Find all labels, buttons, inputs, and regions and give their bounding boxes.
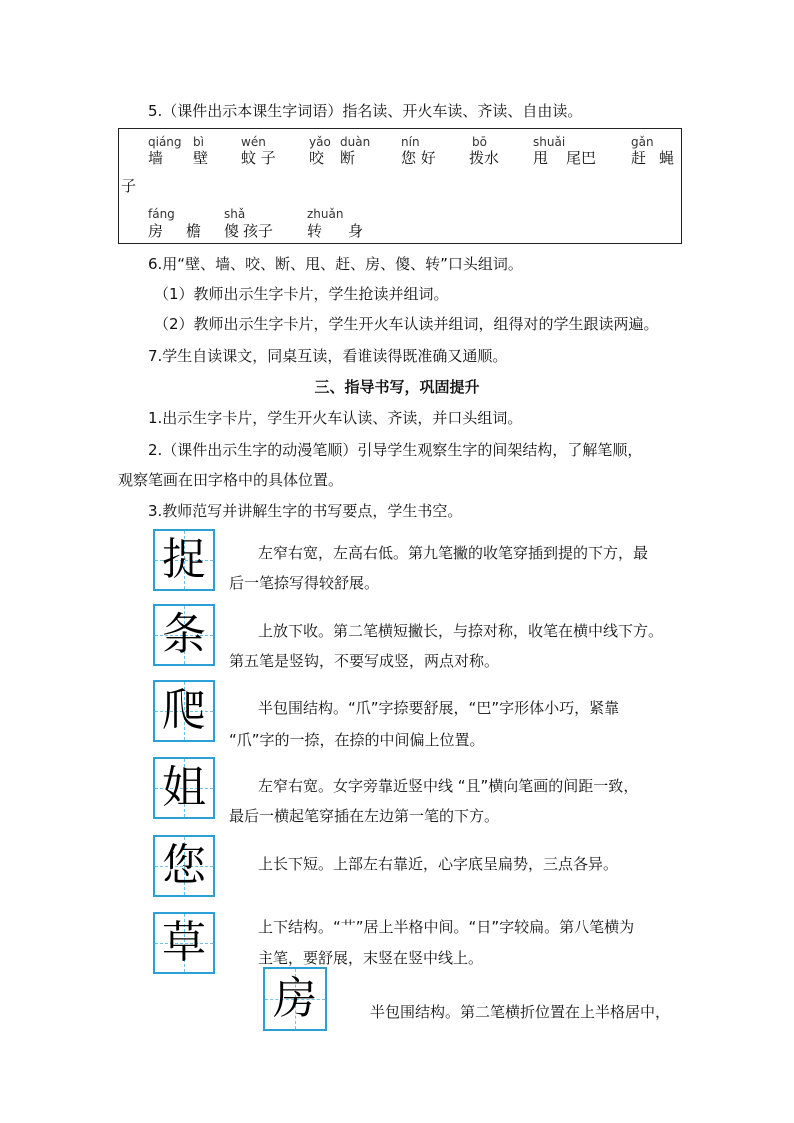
vocab-word: 孩子 bbox=[243, 222, 274, 240]
pinyin: duàn bbox=[340, 135, 371, 149]
vocab-word: 甩 bbox=[533, 149, 549, 167]
item-6: 6.用“壁、墙、咬、断、甩、赶、房、傻、转”口头组词。 bbox=[148, 255, 523, 273]
vocab-word: 拨水 bbox=[469, 149, 500, 167]
character: 姐 bbox=[162, 762, 206, 813]
character-note: 左窄右宽。女字旁靠近竖中线 “且”横向笔画的间距一致， bbox=[258, 777, 639, 795]
character-note: 半包围结构。“爪”字捺要舒展，“巴”字形体小巧，紧靠 bbox=[258, 699, 620, 717]
character-note: 上长下短。上部左右靠近，心字底呈扁势，三点各异。 bbox=[258, 855, 619, 873]
character-note: 第五笔是竖钩，不要写成竖，两点对称。 bbox=[229, 652, 500, 670]
pinyin: bō bbox=[472, 135, 487, 149]
vocab-word: 断 bbox=[340, 149, 356, 167]
item-5: 5.（课件出示本课生字词语）指名读、开火车读、齐读、自由读。 bbox=[148, 102, 583, 120]
tianzige-grid bbox=[153, 835, 215, 897]
vocab-word: 您 好 bbox=[401, 149, 436, 167]
section3-p2b: 观察笔画在田字格中的具体位置。 bbox=[118, 471, 344, 489]
section3-p2a: 2.（课件出示生字的动漫笔顺）引导学生观察生字的间架结构，了解笔顺， bbox=[148, 441, 643, 459]
section-heading: 三、指导书写，巩固提升 bbox=[314, 378, 480, 396]
tianzige-grid bbox=[153, 757, 215, 819]
vocab-word: 檐 bbox=[186, 222, 202, 240]
tianzige-grid bbox=[263, 967, 327, 1031]
vocab-word: 尾巴 bbox=[566, 149, 597, 167]
pinyin: yǎo bbox=[309, 135, 331, 149]
vocab-word: 身 bbox=[348, 222, 364, 240]
item-6-1: （1）教师出示生字卡片，学生抢读并组词。 bbox=[154, 285, 449, 303]
character-note: 上下结构。“艹”居上半格中间。“日”字较扁。第八笔横为 bbox=[258, 918, 635, 936]
section3-p1: 1.出示生字卡片，学生开火车认读、齐读，并口头组词。 bbox=[148, 409, 523, 427]
pinyin: gǎn bbox=[631, 135, 654, 149]
item-6-2: （2）教师出示生字卡片，学生开火车认读并组词，组得对的学生跟读两遍。 bbox=[154, 315, 659, 333]
pinyin: wén bbox=[241, 135, 266, 149]
character-note: 主笔，要舒展，末竖在竖中线上。 bbox=[258, 949, 484, 967]
character: 爬 bbox=[162, 685, 206, 736]
pinyin: fáng bbox=[148, 207, 175, 221]
pinyin: shuǎi bbox=[533, 135, 566, 149]
character-note: “爪”字的一捺，在捺的中间偏上位置。 bbox=[229, 731, 485, 749]
vocab-word: 墙 bbox=[148, 149, 164, 167]
character-note: 后一笔捺写得较舒展。 bbox=[229, 574, 380, 592]
section3-p3: 3.教师范写并讲解生字的书写要点，学生书空。 bbox=[148, 502, 463, 520]
character-note: 上放下收。第二笔横短撇长，与捺对称，收笔在横中线下方。 bbox=[258, 622, 664, 640]
item-7: 7.学生自读课文，同桌互读，看谁读得既准确又通顺。 bbox=[148, 347, 508, 365]
character: 房 bbox=[273, 973, 317, 1024]
vocab-word: 转 bbox=[307, 222, 323, 240]
vocab-word: 蚊 子 bbox=[241, 149, 276, 167]
character: 条 bbox=[162, 609, 206, 660]
pinyin: nín bbox=[401, 135, 420, 149]
tianzige-grid bbox=[153, 912, 215, 974]
vocab-word: 赶 bbox=[631, 149, 647, 167]
tianzige-grid bbox=[153, 604, 215, 666]
character: 您 bbox=[162, 840, 206, 891]
character: 草 bbox=[162, 917, 206, 968]
character-note: 左窄右宽，左高右低。第九笔撇的收笔穿插到提的下方，最 bbox=[258, 544, 649, 562]
pinyin: zhuǎn bbox=[307, 207, 344, 221]
pinyin: shǎ bbox=[224, 207, 246, 221]
vocab-word: 咬 bbox=[309, 149, 325, 167]
character-note: 半包围结构。第二笔横折位置在上半格居中， bbox=[370, 1003, 671, 1021]
vocab-word-wrap: 子 bbox=[121, 177, 137, 195]
vocab-word: 房 bbox=[148, 222, 164, 240]
vocab-word: 傻 bbox=[224, 222, 240, 240]
vocab-word: 蝇 bbox=[659, 149, 675, 167]
character-note: 最后一横起笔穿插在左边第一笔的下方。 bbox=[229, 807, 500, 825]
vocab-box bbox=[118, 128, 682, 244]
pinyin: bì bbox=[193, 135, 204, 149]
pinyin: qiáng bbox=[148, 135, 182, 149]
tianzige-grid bbox=[153, 529, 215, 591]
character: 捉 bbox=[162, 534, 206, 585]
vocab-word: 壁 bbox=[193, 149, 209, 167]
tianzige-grid bbox=[153, 680, 215, 742]
